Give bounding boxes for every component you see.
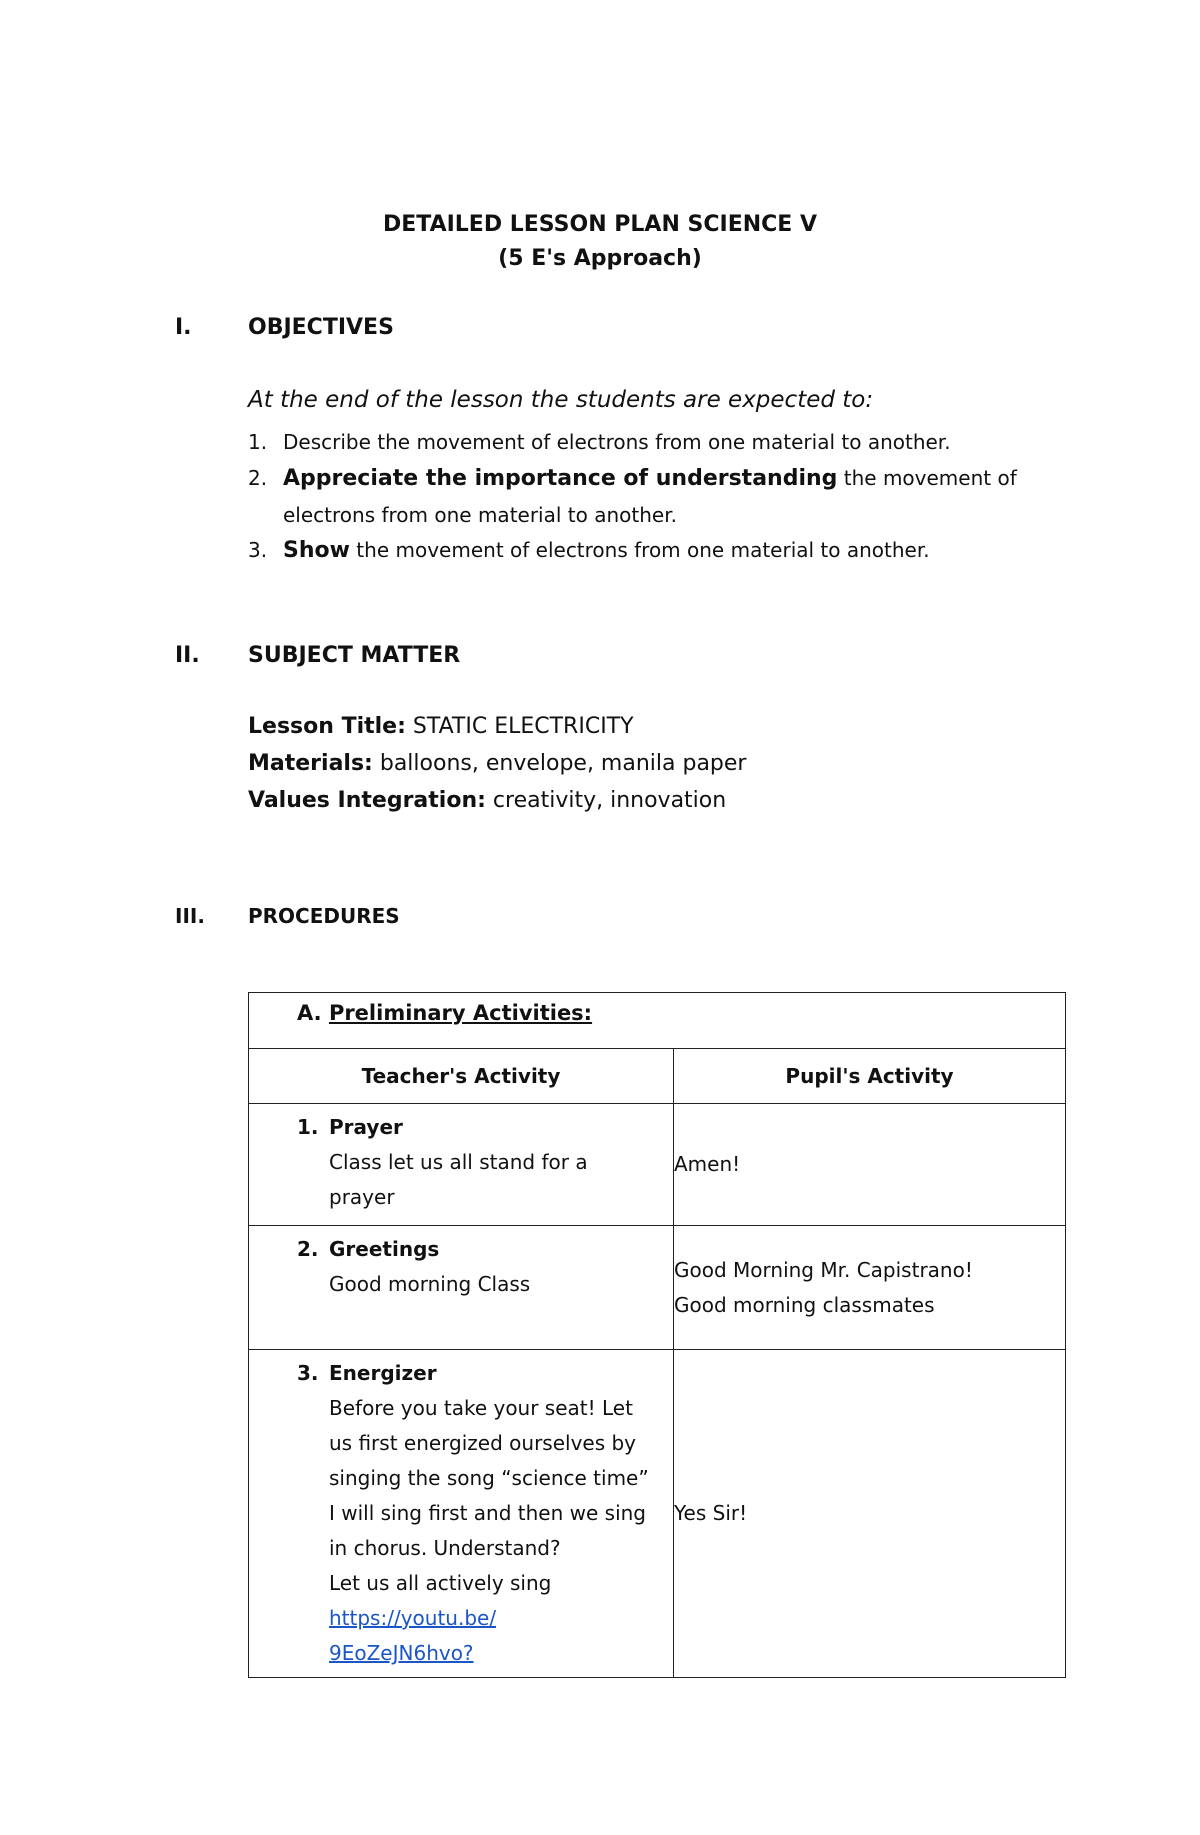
objective-number: 1.: [248, 430, 268, 454]
preliminary-activities-title: Preliminary Activities:: [328, 1001, 593, 1025]
video-link[interactable]: https://youtu.be/: [329, 1606, 497, 1630]
teacher-line: Before you take your seat! Let: [329, 1396, 633, 1420]
step-heading: Greetings: [329, 1237, 440, 1261]
objective-item: [248, 460, 1068, 532]
teacher-line: Class let us all stand for a: [329, 1150, 588, 1174]
pupil-line: Good morning classmates: [674, 1292, 935, 1317]
teacher-line: prayer: [329, 1185, 395, 1209]
section-number-procedures: III.: [175, 904, 205, 928]
teacher-line: us first energized ourselves by: [329, 1431, 637, 1455]
objective-item: [248, 424, 1068, 460]
values-line: [248, 788, 726, 813]
section-heading-procedures: PROCEDURES: [248, 904, 400, 928]
materials-value: balloons, envelope, manila paper: [372, 751, 747, 776]
section-number-subject-matter: II.: [175, 643, 200, 668]
objective-item: [248, 532, 1068, 568]
objective-text: the movement of electrons from one material to another.: [283, 466, 1017, 527]
objective-emphasis: Appreciate the importance of understanding: [283, 466, 838, 491]
objective-text: Describe the movement of electrons from one material to another.: [283, 430, 951, 454]
video-link-continued[interactable]: 9EoZeJN6hvo?: [329, 1641, 474, 1665]
step-heading: Prayer: [329, 1115, 403, 1139]
materials-label: Materials:: [248, 751, 373, 776]
pupil-line: Yes Sir!: [674, 1501, 748, 1525]
column-header-teacher: Teacher's Activity: [249, 1049, 674, 1104]
table-row: [249, 1104, 1066, 1226]
teacher-activity-cell: [249, 1350, 674, 1678]
step-number: 2.: [297, 1237, 319, 1261]
values-value: creativity, innovation: [485, 788, 727, 813]
column-header-pupil: Pupil's Activity: [674, 1049, 1066, 1104]
pupil-activity-cell: [674, 1350, 1066, 1678]
objective-text: the movement of electrons from one material to another.: [349, 538, 930, 562]
table-row: [249, 1226, 1066, 1350]
lesson-title-value: STATIC ELECTRICITY: [405, 714, 634, 739]
values-label: Values Integration:: [248, 788, 486, 813]
lesson-title-line: [248, 714, 634, 739]
objective-number: 2.: [248, 466, 268, 490]
section-heading-objectives: OBJECTIVES: [248, 315, 394, 340]
pupil-line: Good Morning Mr. Capistrano!: [674, 1257, 973, 1282]
teacher-line: in chorus. Understand?: [329, 1536, 561, 1560]
teacher-line: Let us all actively sing: [329, 1571, 552, 1595]
document-title: DETAILED LESSON PLAN SCIENCE V: [382, 212, 817, 237]
step-heading: Energizer: [329, 1361, 437, 1385]
teacher-activity-cell: [249, 1104, 674, 1226]
teacher-activity-cell: [249, 1226, 674, 1350]
section-number-objectives: I.: [175, 315, 192, 340]
objective-emphasis: Show: [283, 538, 350, 563]
pupil-activity-cell: [674, 1104, 1066, 1226]
teacher-line: Good morning Class: [329, 1272, 531, 1296]
teacher-line: singing the song “science time”: [329, 1466, 649, 1490]
lesson-title-label: Lesson Title:: [248, 714, 406, 739]
table-row: [249, 1350, 1066, 1678]
procedures-table: [248, 992, 1066, 1678]
pupil-activity-cell: [674, 1226, 1066, 1350]
step-number: 3.: [297, 1361, 319, 1385]
preliminary-activities-header: [249, 993, 1066, 1049]
materials-line: [248, 751, 746, 776]
section-letter: A.: [297, 1001, 322, 1025]
section-heading-subject-matter: SUBJECT MATTER: [248, 643, 461, 668]
objective-number: 3.: [248, 538, 268, 562]
step-number: 1.: [297, 1115, 319, 1139]
document-subtitle: (5 E's Approach): [498, 246, 702, 271]
objectives-intro: At the end of the lesson the students are expected to:: [248, 387, 874, 413]
teacher-line: I will sing first and then we sing: [329, 1501, 646, 1525]
pupil-line: Amen!: [674, 1152, 741, 1176]
